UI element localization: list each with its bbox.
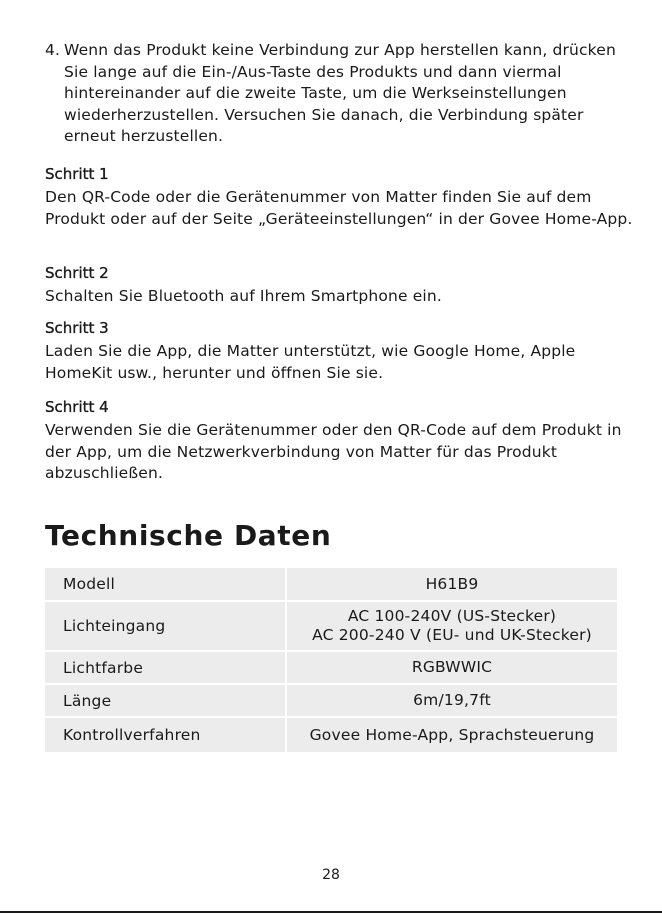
table-row: [45, 568, 617, 600]
spec-value: [287, 568, 617, 600]
table-row: [45, 685, 617, 716]
step-text: Laden Sie die App, die Matter unterstützt, wie Google Home, Apple HomeKit usw., herunter und öffnen Sie sie.: [45, 342, 576, 382]
step-heading: Schritt 3: [45, 319, 109, 337]
spec-label: Modell: [45, 568, 287, 600]
spec-value-line: AC 200-240 V (EU- und UK-Stecker): [312, 626, 592, 644]
step-heading: Schritt 2: [45, 264, 109, 282]
spec-label: Kontrollverfahren: [45, 718, 287, 752]
spec-value: [287, 602, 617, 650]
bottom-divider: [0, 911, 662, 913]
step-heading: Schritt 1: [45, 165, 109, 183]
spec-value-line: H61B9: [425, 574, 479, 593]
step-text: Den QR-Code oder die Gerätenummer von Matter finden Sie auf dem Produkt oder auf der Seite „Geräteeinstellungen“ in der Govee Home-App.: [45, 188, 633, 228]
step-3: [45, 318, 635, 384]
step-2: [45, 263, 635, 308]
step-text: Verwenden Sie die Gerätenummer oder den QR-Code auf dem Produkt in der App, um die Netzwerkverbindung von Matter für das Produkt abzuschließen.: [45, 421, 622, 482]
list-item-text: Wenn das Produkt keine Verbindung zur App herstellen kann, drücken Sie lange auf die Ein-/Aus-Taste des Produkts und dann viermal hintereinander auf die zweite Taste, um die Werkseinstellungen wiederherzustellen. Versuchen Sie danach, die Verbindung später erneut herzustellen.: [64, 41, 616, 145]
list-number: 4.: [45, 41, 61, 59]
step-1: [45, 164, 635, 230]
section-title: Technische Daten: [45, 519, 332, 552]
spec-value: [287, 685, 617, 716]
numbered-item-4: [45, 40, 635, 148]
step-text: Schalten Sie Bluetooth auf Ihrem Smartphone ein.: [45, 287, 442, 305]
spec-value: [287, 718, 617, 752]
spec-value-line: RGBWWIC: [411, 658, 493, 676]
page-number: 28: [322, 867, 340, 883]
spec-value-line: AC 100-240V (US-Stecker): [347, 607, 557, 625]
spec-label: Länge: [45, 685, 287, 716]
step-heading: Schritt 4: [45, 398, 109, 416]
step-4: [45, 397, 635, 485]
spec-label: Lichteingang: [45, 602, 287, 650]
table-row: [45, 718, 617, 752]
spec-value-line: 6m/19,7ft: [413, 691, 491, 709]
spec-label: Lichtfarbe: [45, 652, 287, 683]
spec-table: [45, 566, 617, 754]
spec-value: [287, 652, 617, 683]
spec-value-line: Govee Home-App, Sprachsteuerung: [309, 725, 595, 744]
table-row: [45, 602, 617, 650]
table-row: [45, 652, 617, 683]
